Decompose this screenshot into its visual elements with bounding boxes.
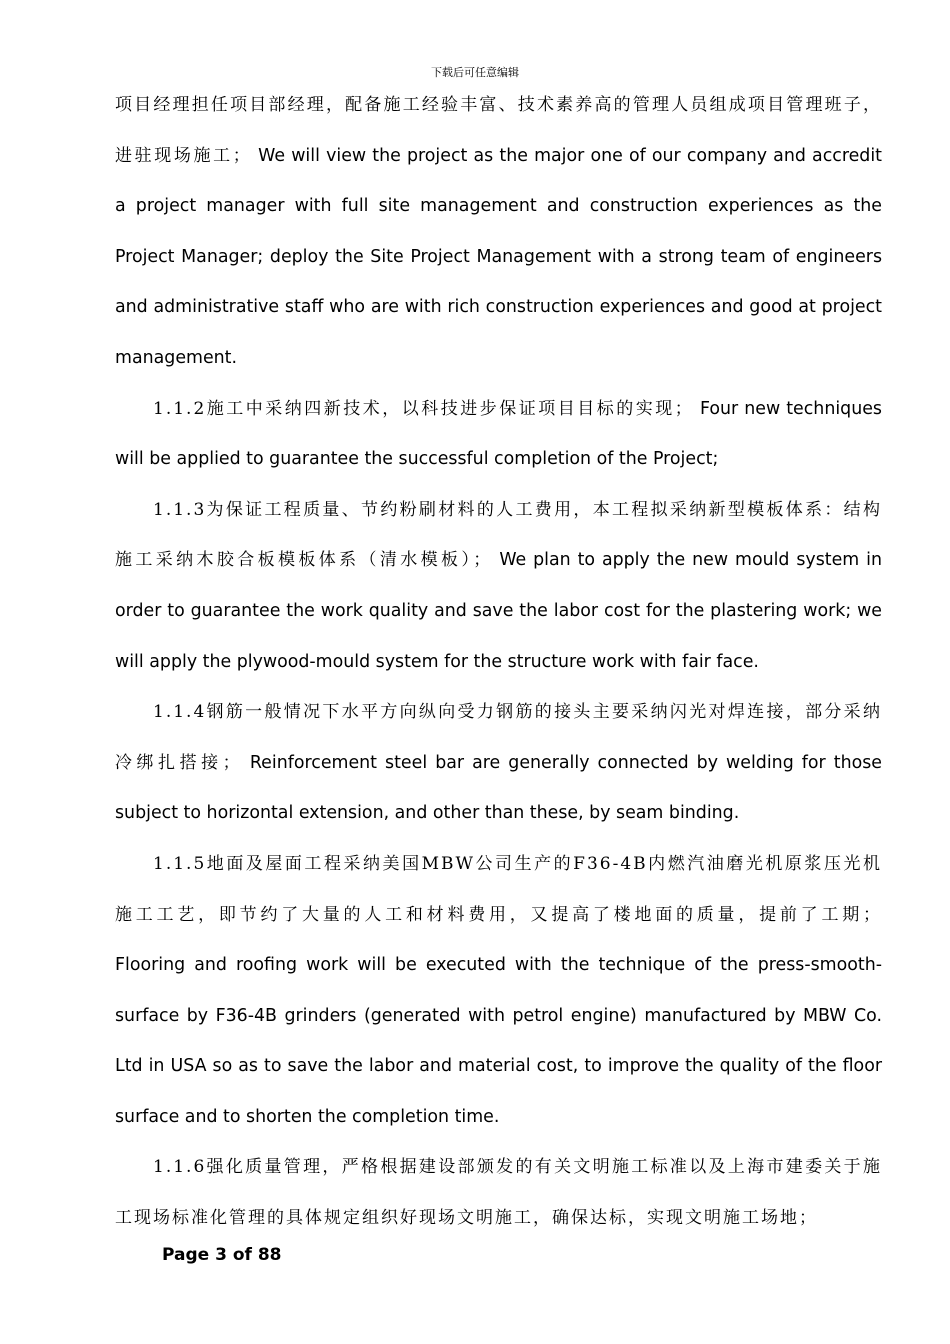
page-footer-number: Page 3 of 88 [162, 1245, 282, 1265]
paragraph-1-1-1 [115, 80, 882, 384]
paragraph-zh-text: 1.1.6强化质量管理，严格根据建设部颁发的有关文明施工标准以及上海市建委关于施工现场标准化管理的具体规定组织好现场文明施工，确保达标，实现文明施工场地； [115, 1157, 882, 1229]
paragraph-zh-text: 项目经理担任项目部经理，配备施工经验丰富、技术素养高的管理人员组成项目管理班子，进驻现场施工； [115, 95, 882, 166]
paragraph-zh-text: 1.1.2施工中采纳四新技术，以科技进步保证项目目标的实现； [153, 398, 694, 419]
paragraph-zh-text: 1.1.5地面及屋面工程采纳美国MBW公司生产的F36-4B内燃汽油磨光机原浆压光机施工工艺，即节约了大量的人工和材料费用，又提高了楼地面的质量，提前了工期； [115, 853, 882, 925]
paragraph-en-text: Four new techniques will be applied to guarantee the successful completion of the Project; [115, 398, 882, 470]
document-body [115, 80, 882, 1244]
paragraph-1-1-3 [115, 485, 882, 687]
paragraph-1-1-6 [115, 1142, 882, 1243]
paragraph-1-1-5 [115, 839, 882, 1143]
paragraph-en-text: We plan to apply the new mould system in order to guarantee the work quality and save the labor cost for the plastering work; we will apply the plywood-mould system for the structure work with fair face. [115, 550, 883, 672]
paragraph-en-text: We will view the project as the major one of our company and accredit a project manager with full site management and construction experiences as the Project Manager; deploy the Site Project Management with a strong team of engineers and administrative staff who are with rich construction experiences and good at project management. [115, 145, 882, 368]
paragraph-1-1-4 [115, 687, 882, 839]
paragraph-en-text: Flooring and roofing work will be executed with the technique of the press-smooth-surface by F36-4B grinders (generated with petrol engine) manufactured by MBW Co. Ltd in USA so as to save the labor and material cost, to improve the quality of the floor surface and to shorten the completion time. [115, 955, 882, 1127]
paragraph-1-1-2 [115, 384, 882, 485]
paragraph-en-text: Reinforcement steel bar are generally connected by welding for those subject to horizontal extension, and other than these, by seam binding. [115, 752, 882, 824]
paragraph-zh-text: 1.1.3为保证工程质量、节约粉刷材料的人工费用，本工程拟采纳新型模板体系：结构施工采纳木胶合板模板体系（清水模板）； [115, 499, 882, 571]
page-header: 下载后可任意编辑 [431, 66, 519, 79]
paragraph-zh-text: 1.1.4钢筋一般情况下水平方向纵向受力钢筋的接头主要采纳闪光对焊连接，部分采纳冷绑扎搭接； [115, 702, 882, 773]
